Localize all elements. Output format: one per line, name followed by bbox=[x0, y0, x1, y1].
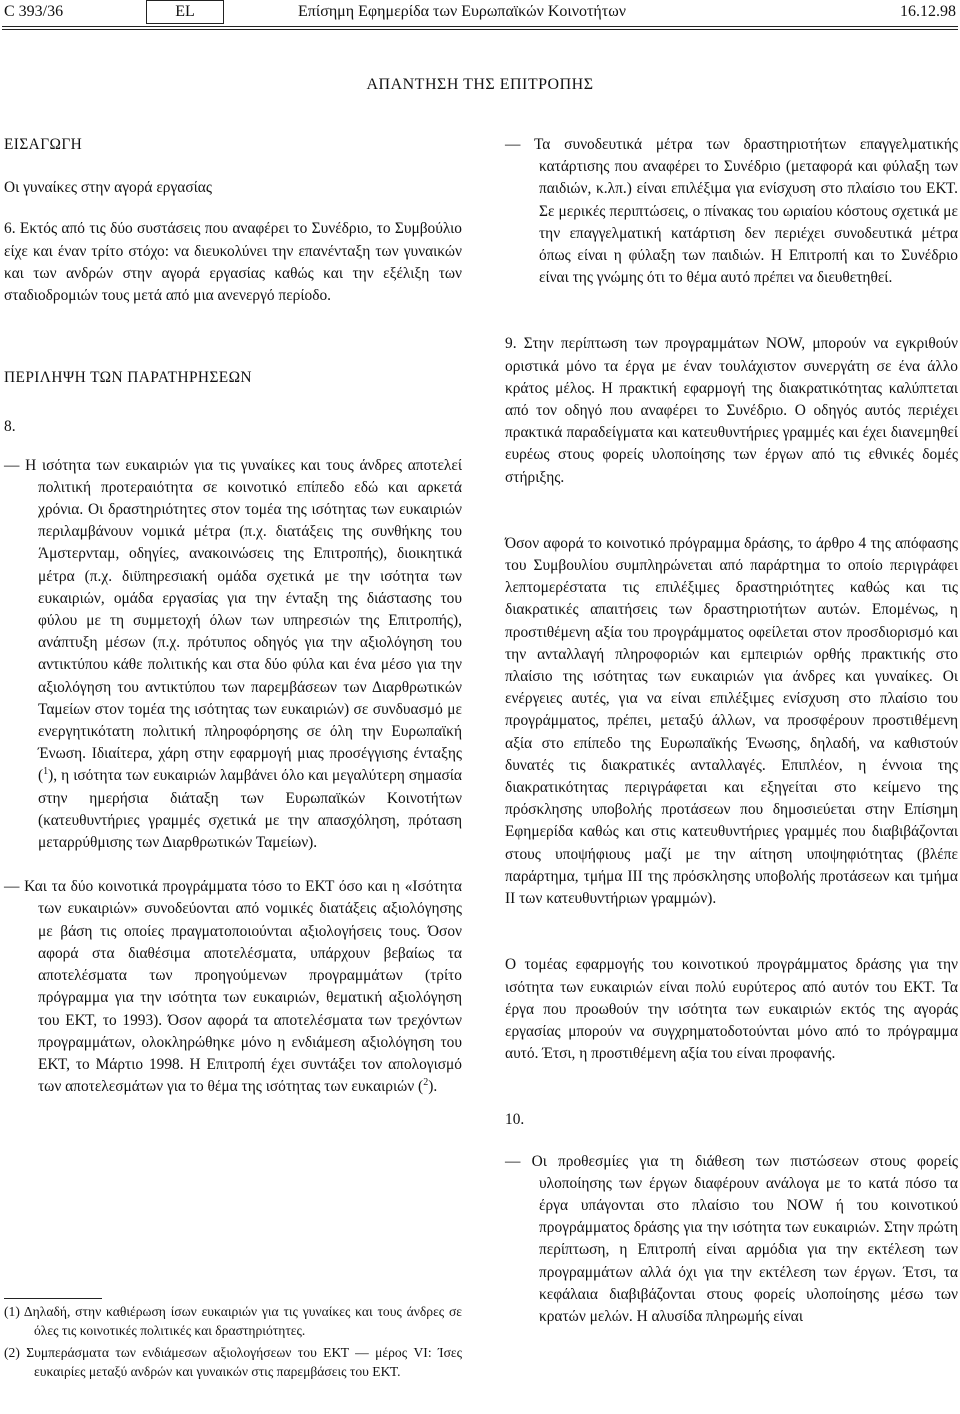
paragraph-10-number: 10. bbox=[505, 1111, 525, 1129]
journal-title: Επίσημη Εφημερίδα των Ευρωπαϊκών Κοινοτήτων bbox=[298, 3, 626, 20]
footnote-1-text: Δηλαδή, στην καθιέρωση ίσων ευκαιριών για τις γυναίκες και τους άνδρες σε όλες τις κοινοτικές πολιτικές και δραστηριότητες. bbox=[23, 1304, 462, 1339]
sub-heading: Οι γυναίκες στην αγορά εργασίας bbox=[4, 179, 212, 197]
intro-heading: ΕΙΣΑΓΩΓΗ bbox=[4, 136, 83, 153]
page-header bbox=[0, 0, 960, 24]
footnote-2 bbox=[4, 1343, 462, 1382]
footnote-1-mark: (1) bbox=[4, 1304, 20, 1319]
header-rule bbox=[2, 26, 958, 27]
paragraph-action-programme: Όσον αφορά το κοινοτικό πρόγραμμα δράσης, το άρθρο 4 της απόφασης του Συμβουλίου συμπληρώνεται από παράρτημα το οποίο περιγράφει λεπτομερέστατα τις επιλέξιμες δραστηριότητες καθώς και τις διακρατικές απαιτήσεις των δραστηριοτήτων αυτών. Επομένως, η προστιθέμενη αξία του προγράμματος οφείλεται στον προσδιορισμό και την ανταλλαγή πληροφοριών και εμπειριών ορθής πρακτικής στο πλαίσιο της ισότητας των ευκαιριών για άνδρες και γυναίκες. Οι ενέργειες αυτές, για να είναι επιλέξιμες ενίσχυση στο πλαίσιο του προγράμματος, πρέπει, μεταξύ άλλων, να προσφέρουν προστιθέμενη αξία στο επίπεδο της Ευρωπαϊκής Ένωσης, δηλαδή, να καθιστούν δυνατές τις διακρατικές ανταλλαγές. Επιπλέον, η έννοια της διακρατικότητας περιγράφεται και εξηγείται στο κείμενο της πρόσκλησης υποβολής προτάσεων που δημοσιεύεται στην Επίσημη Εφημερίδα καθώς και στις κατευθυντήριες γραμμές που διαβιβάζονται στους υποψήφιους μαζί με την αίτηση υποψηφιότητας (βλέπε παράρτημα, τμήμα ΙΙΙ της πρόσκλησης υποβολής προτάσεων και τμήμα ΙΙ των κατευθυντήριων γραμμών). bbox=[505, 534, 958, 908]
summary-heading: ΠΕΡΙΛΗΨΗ ΤΩΝ ΠΑΡΑΤΗΡΗΣΕΩΝ bbox=[4, 369, 252, 387]
footnotes bbox=[4, 1302, 462, 1382]
left-column bbox=[4, 134, 462, 1098]
header-rule-double bbox=[2, 29, 958, 30]
footnote-rule bbox=[4, 1298, 102, 1299]
section-title: ΑΠΑΝΤΗΣΗ ΤΗΣ ΕΠΙΤΡΟΠΗΣ bbox=[366, 76, 594, 93]
bullet-equality-text: — Η ισότητα των ευκαιριών για τις γυναίκες και τους άνδρες αποτελεί πολιτική προτεραιότητα σε κοινοτικό επίπεδο εδώ και αρκετά χρόνια. Οι δραστηριότητες στον τομέα της ισότητας των ευκαιριών περιλαμβάνουν νομικά μέτρα (π.χ. διατάξεις της συνθήκης του Άμστερνταμ, οδηγίες, ανακοινώσεις της Επιτροπής), διοικητικά μέτρα (π.χ. διϋπηρεσιακή ομάδα σχετικά με την ισότητα των ευκαιριών, ομάδα εργασίας για την ένταξη της διάστασης του φύλου με τη συμμετοχή όλων των υπηρεσιών της Επιτροπής), ανάπτυξη μέσων (π.χ. πρότυπος οδηγός για την αξιολόγηση του αντικτύπου κάθε πολιτικής και στα δύο φύλα και ένα μέσο για την αξιολόγηση του αντικτύπου των παρεμβάσεων των Διαρθρωτικών Ταμείων στον τομέα της ισότητας των ευκαιριών) σε συνδυασμό με ενεργητικότατη πολιτική πληροφόρησης σε όλη την Ευρωπαϊκή Ένωση. Ιδιαίτερα, χάρη στην εφαρμογή μιας προσέγγισης ένταξης ( bbox=[4, 456, 462, 785]
footnote-2-text: Συμπεράσματα των ενδιάμεσων αξιολογήσεων του ΕΚΤ — μέρος VI: Ίσες ευκαιρίες μεταξύ ανδρών και γυναικών στις παρεμβάσεις του ΕΚΤ. bbox=[26, 1344, 462, 1380]
footnote-1 bbox=[4, 1302, 462, 1341]
issue-date: 16.12.98 bbox=[900, 3, 956, 20]
footnote-2-mark: (2) bbox=[4, 1344, 20, 1360]
bullet-equality-text-end: ), η ισότητα των ευκαιριών λαμβάνει όλο και μεγαλύτερη σημασία στην ημερήσια διάταξη των Ευρωπαϊκών Κοινοτήτων (κατευθυντήριες γραμμές σχετικά με την απασχόληση, πρόταση μεταρρύθμισης των Διαρθρωτικών Ταμείων). bbox=[38, 767, 462, 852]
right-column bbox=[505, 134, 958, 1328]
page-reference: C 393/36 bbox=[4, 3, 64, 20]
footnote-ref-1[interactable]: 1 bbox=[43, 766, 49, 778]
paragraph-8-number: 8. bbox=[4, 418, 16, 436]
bullet-programmes-text: — Και τα δύο κοινοτικά προγράμματα τόσο το ΕΚΤ όσο και η «Ισότητα των ευκαιριών» συνοδεύονται από νομικές διατάξεις αξιολόγησης με βάση τις οποίες πραγματοποιούνται αξιολογήσεις τους. Όσον αφορά στα διαθέσιμα αποτελέσματα, υπάρχουν βεβαίως τα αποτελέσματα των προηγούμενων προγραμμάτων (τρίτο πρόγραμμα για την ισότητα των ευκαιριών, θεματική αξιολόγηση του ΕΚΤ, το 1993). Όσον αφορά τα αποτελέσματα των τρεχόντων προγραμμάτων, ολοκληρώθηκε μόνο η ενδιάμεση αξιολόγηση του ΕΚΤ, το Μάρτιο 1998. Η Επιτροπή έχει συντάξει τον απολογισμό των αποτελεσμάτων για το θέμα της ισότητας των ευκαιριών ( bbox=[4, 878, 462, 1096]
bullet-deadlines: — Οι προθεσμίες για τη διάθεση των πιστώσεων στους φορείς υλοποίησης των έργων διαφέρουν ανάλογα με το κατά πόσο τα έργα υπάγονται στο πλαίσιο του NOW ή του κοινοτικού προγράμματος δράσης για την ισότητα των ευκαιριών. Στην πρώτη περίπτωση, η Επιτροπή είναι αρμόδια για την εκτέλεση των προγραμμάτων αλλά όχι για την εκτέλεση των έργων. Έτσι, τα κεφάλαια διαβιβάζονται στους φορείς υλοποίησης μέσω των κρατών μελών. Η αλυσίδα πληρωμής είναι bbox=[505, 1152, 958, 1325]
paragraph-9: 9. Στην περίπτωση των προγραμμάτων NOW, μπορούν να εγκριθούν οριστικά μόνο τα έργα με έναν τουλάχιστον συνεργάτη σε ένα άλλο κράτος μέλος. Η πρακτική εφαρμογή της διακρατικότητας καλύπτεται από τον οδηγό που αναφέρει το Συνέδριο. Ο οδηγός αυτός περιέχει πρακτικά παραδείγματα και κατευθυντήριες γραμμές και έχει διανεμηθεί ευρέως στους φορείς υλοποίησης των έργων από τις εθνικές δομές στήριξης. bbox=[505, 335, 958, 486]
footnote-ref-2[interactable]: 2 bbox=[423, 1076, 429, 1088]
bullet-equality bbox=[4, 455, 462, 855]
paragraph-scope: Ο τομέας εφαρμογής του κοινοτικού προγράμματος δράσης για την ισότητα των ευκαιριών είναι πολύ ευρύτερος από αυτόν του ΕΚΤ. Τα έργα που προωθούν την ισότητα των ευκαιριών εκτός της αγοράς εργασίας μπορούν να συγχρηματοδοτούνται μόνο από το πρόγραμμα αυτό. Έτσι, η προστιθέμενη αξία του είναι προφανής. bbox=[505, 956, 958, 1063]
paragraph-6: 6. Εκτός από τις δύο συστάσεις που αναφέρει το Συνέδριο, το Συμβούλιο είχε και έναν τρίτο στόχο: να διευκολύνει την επανένταξη των γυναικών και των ανδρών στην αγορά εργασίας καθώς και την εξέλιξη των σταδιοδρομιών τους μετά από μια ανενεργό περίοδο. bbox=[4, 220, 462, 305]
bullet-accompanying-measures: — Τα συνοδευτικά μέτρα των δραστηριοτήτων επαγγελματικής κατάρτισης που αναφέρει το Συνέδριο (μεταφορά και φύλαξη των παιδιών, κ.λπ.) είναι επιλέξιμα για ενίσχυση στο πλαίσιο του ΕΚΤ. Σε μερικές περιπτώσεις, ο πίνακας του ωριαίου κόστους σχετικά με την επαγγελματική κατάρτιση δεν περιέχει συνοδευτικά μέτρα όπως είναι η φύλαξη των παιδιών. Η Επιτροπή και το Συνέδριο είναι της γνώμης ότι το θέμα αυτό πρέπει να διευθετηθεί. bbox=[505, 136, 958, 287]
language-box: EL bbox=[146, 0, 224, 24]
bullet-programmes-text-end: ). bbox=[428, 1078, 438, 1096]
bullet-programmes bbox=[4, 876, 462, 1098]
